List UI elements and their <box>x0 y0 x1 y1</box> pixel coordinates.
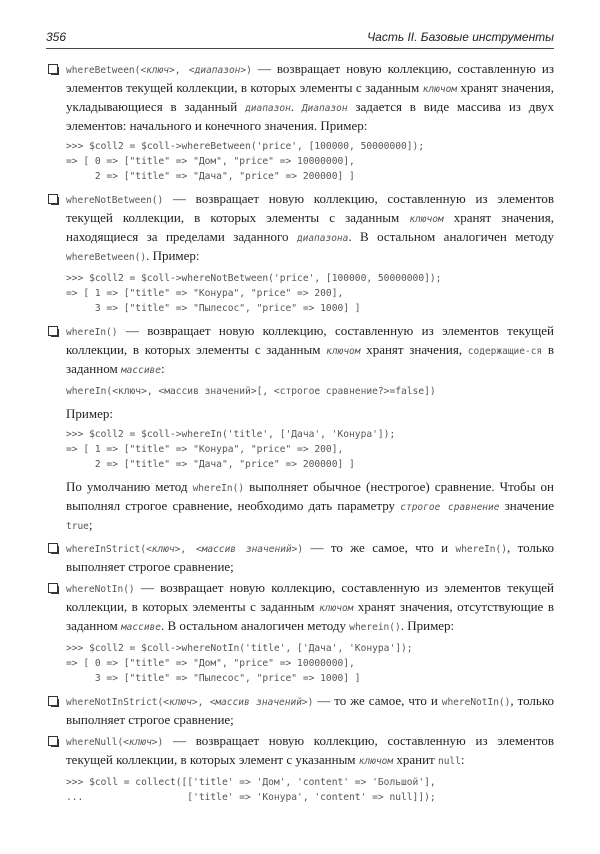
method-signature: whereInStrict( <box>66 544 147 555</box>
term-key: ключом <box>326 346 361 357</box>
description-text: — возвращает новую коллекцию, составленную из элементов текущей коллекции, в которых элементы с заданным <box>66 323 554 357</box>
description-text: . В остальном аналогичен методу <box>348 229 554 244</box>
description-text: — возвращает новую коллекцию, составленную из элементов текущей коллекции, в которых элементы с заданным <box>66 191 554 225</box>
value-null: null <box>437 756 461 767</box>
description-text: . Пример: <box>400 618 455 633</box>
method-signature: whereBetween( <box>66 65 141 76</box>
note-paragraph <box>66 478 554 535</box>
signature-close: ) <box>307 697 314 708</box>
page-number: 356 <box>46 30 67 44</box>
signature-close: ) <box>157 737 164 748</box>
list-item-whereIn <box>46 322 554 535</box>
description-text: хранят значения, находящиеся за пределами заданного <box>66 210 554 244</box>
term-range: диапазона <box>296 233 349 244</box>
code-example: >>> $coll2 = $coll->whereNotIn('title', ['Дача', 'Конура']); => [ 0 => ["title" => "Дом", "price" => 10000000], 3 => ["title" => "Пылесос", "price" => 1000] ] <box>66 643 413 684</box>
code-example: >>> $coll = collect([['title' => 'Дом', 'content' => 'Большой'], ... ['title' => 'Конура', 'content' => null]]); <box>66 777 436 803</box>
list-item-whereNotIn <box>46 579 554 686</box>
list-item-whereNotInStrict <box>46 692 554 728</box>
checkbox-bullet-icon <box>48 326 58 336</box>
signature-close: ) <box>246 65 252 76</box>
list-item-whereBetween <box>46 60 554 184</box>
param-key: <ключ> <box>140 65 175 76</box>
term-key: ключом <box>358 756 394 767</box>
description-text: — то же самое, что и <box>313 693 442 708</box>
note-text: выполняет обычное (нестрогое) сравнение. Чтобы он выполнял строгое сравнение, необходимо дать параметру <box>66 479 554 513</box>
value-true: true <box>66 521 89 532</box>
term-contained: содержащие-ся <box>467 346 543 357</box>
checkbox-bullet-icon <box>48 736 58 746</box>
param-range: <диапазон> <box>188 65 247 76</box>
syntax-line: whereIn(<ключ>, <массив значений>[, <строгое сравнение?>=false]) <box>66 386 436 397</box>
list-item-whereNotBetween <box>46 190 554 316</box>
method-reference: whereIn() <box>192 483 245 494</box>
description-text: , только выполняет строгое сравнение; <box>66 540 554 574</box>
list-item-whereInStrict <box>46 539 554 575</box>
term-strict-param: строгое сравнение <box>400 502 500 513</box>
param-separator: , <box>180 544 196 555</box>
page-header <box>46 28 554 49</box>
param-separator: , <box>197 697 210 708</box>
method-signature: whereNull( <box>66 737 124 748</box>
method-signature: whereIn() <box>66 327 118 338</box>
term-key: ключом <box>409 214 444 225</box>
term-array: массиве <box>120 365 161 376</box>
param-values: <массив значений> <box>195 544 298 555</box>
description-text: в заданном <box>66 342 554 376</box>
description-text: . Пример: <box>146 248 200 263</box>
method-reference: whereNotIn() <box>441 697 511 708</box>
checkbox-bullet-icon <box>48 543 58 553</box>
description-text: — возвращает новую коллекцию, составленную из элементов текущей коллекции, в которых элементы с заданным <box>66 580 554 614</box>
checkbox-bullet-icon <box>48 194 58 204</box>
description-text: . <box>290 99 302 114</box>
description-text: — то же самое, что и <box>303 540 456 555</box>
description-text: — возвращает новую коллекцию, составленную из элементов текущей коллекции, в которых элементы с заданным <box>66 61 554 95</box>
description-text: задается в виде массива из двух элементов: начального и конечного значения. Пример: <box>66 99 555 133</box>
param-values: <массив значений> <box>209 697 308 708</box>
note-text: значение <box>499 498 554 513</box>
term-key: ключом <box>319 603 354 614</box>
method-signature: whereNotIn() <box>66 584 135 595</box>
param-key: <ключ> <box>163 697 198 708</box>
description-text: хранят значения, отсутствующие в заданном <box>66 599 554 633</box>
checkbox-bullet-icon <box>48 64 58 74</box>
method-signature: whereNotInStrict( <box>66 697 164 708</box>
code-example: >>> $coll2 = $coll->whereNotBetween('price', [100000, 50000000]); => [ 1 => ["title" => "Конура", "price" => 200], 3 => ["title" => "Пылесос", "price" => 1000] ] <box>66 273 442 314</box>
checkbox-bullet-icon <box>48 696 58 706</box>
method-signature: whereNotBetween() <box>66 195 164 206</box>
checkbox-bullet-icon <box>48 583 58 593</box>
param-key: <ключ> <box>123 737 158 748</box>
term-key: ключом <box>422 84 458 95</box>
signature-close: ) <box>297 544 304 555</box>
description-text: : <box>160 361 165 376</box>
method-reference: whereIn() <box>455 544 507 555</box>
note-text: ; <box>88 517 93 532</box>
code-example: >>> $coll2 = $coll->whereIn('title', ['Дача', 'Конура']); => [ 1 => ["title" => "Конура", "price" => 200], 2 => ["title" => "Дача", "price" => 200000] ] <box>66 429 396 470</box>
note-text: По умолчанию метод <box>66 479 193 494</box>
term-array: массиве <box>120 622 161 633</box>
description-text: хранит <box>393 752 438 767</box>
description-text: . В остальном аналогичен методу <box>160 618 350 633</box>
term-range: диапазон <box>245 103 291 114</box>
param-key: <ключ> <box>146 544 181 555</box>
description-text: , только выполняет строгое сравнение; <box>66 693 554 727</box>
method-reference: whereBetween() <box>66 252 147 263</box>
running-title: Часть II. Базовые инструменты <box>367 30 554 44</box>
example-label: Пример: <box>66 406 113 421</box>
description-text: : <box>460 752 465 767</box>
description-text: хранят значения, <box>360 342 468 357</box>
page-content <box>46 60 554 811</box>
description-text: хранят значения, укладывающиеся в заданный <box>66 80 554 114</box>
list-item-whereNull <box>46 732 554 805</box>
term-range: Диапазон <box>301 103 348 114</box>
description-text: — возвращает новую коллекцию, составленную из элементов текущей коллекции, в которых элемент с указанным <box>66 733 554 767</box>
method-reference: wherein() <box>349 622 401 633</box>
param-separator: , <box>174 65 189 76</box>
code-example: >>> $coll2 = $coll->whereBetween('price', [100000, 50000000]); => [ 0 => ["title" => "Дом", "price" => 10000000], 2 => ["title" => "Дача", "price" => 200000] ] <box>66 141 425 182</box>
